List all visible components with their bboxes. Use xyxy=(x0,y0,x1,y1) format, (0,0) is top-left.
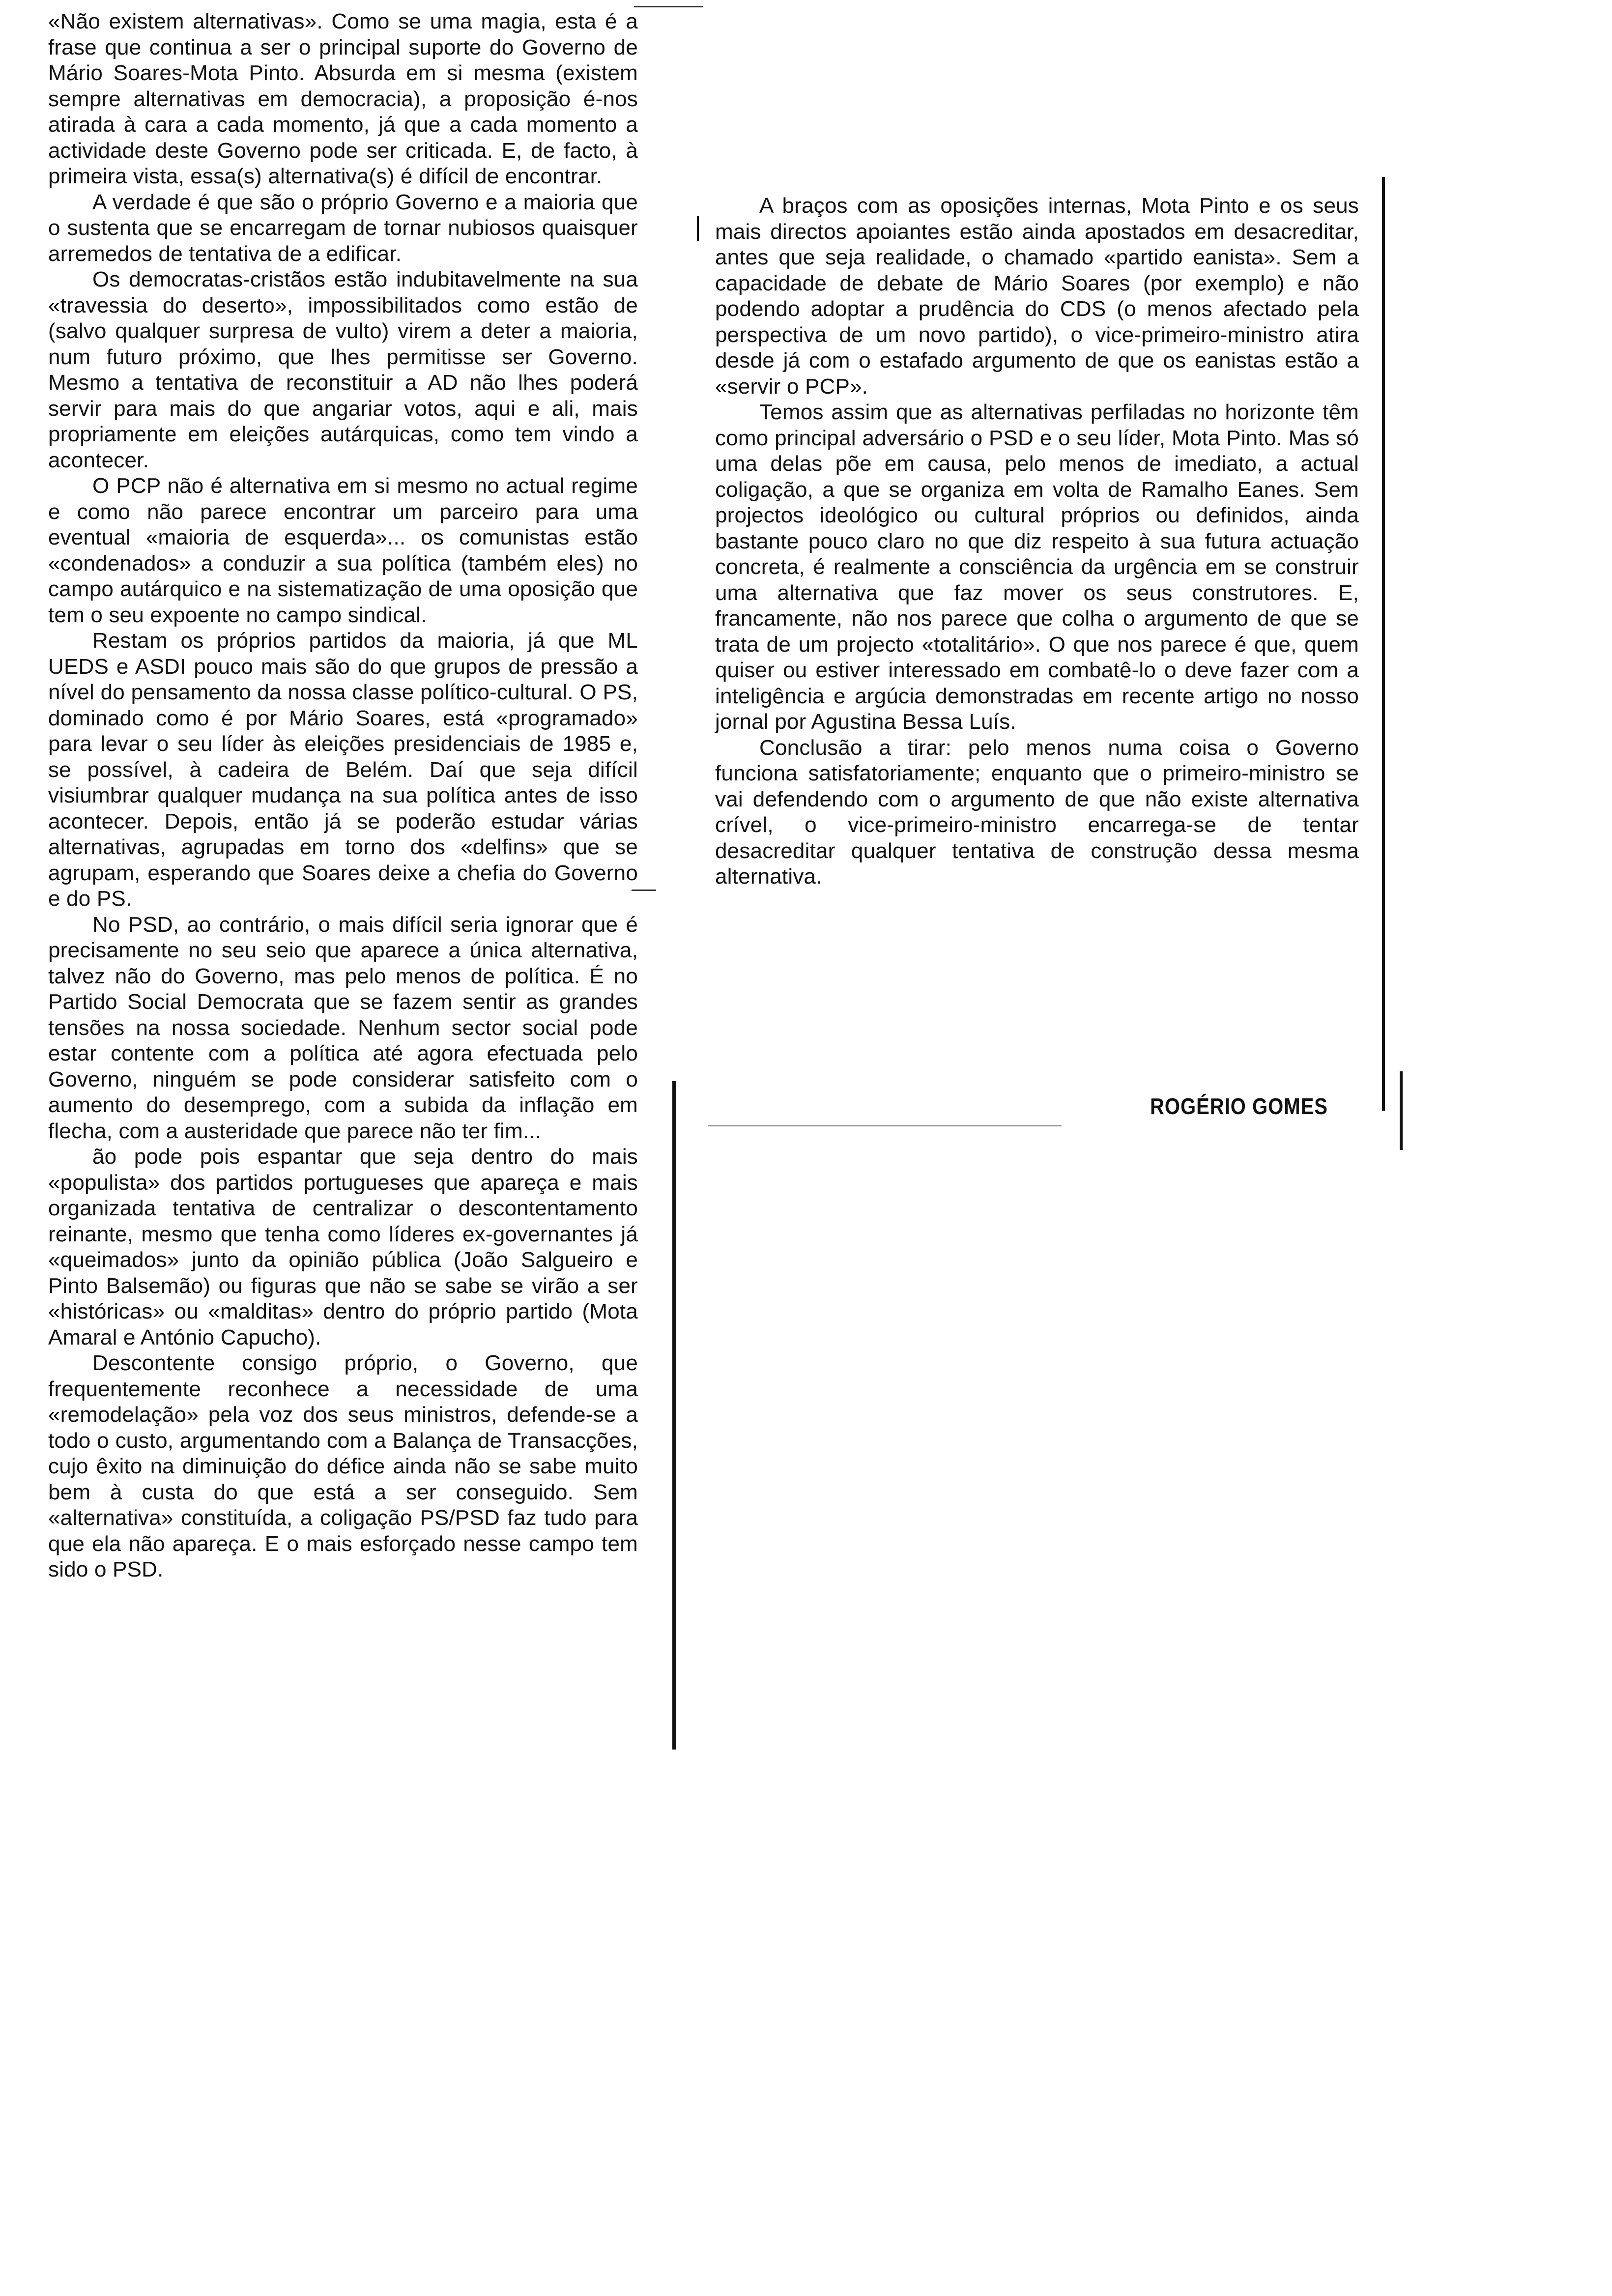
paragraph: ão pode pois espantar que seja dentro do mais «populista» dos partidos portugueses que apareça e mais organizada tentativa de centralizar o descontentamento reinante, mesmo que tenha como líderes ex-governantes já «queimados» junto da opinião pública (João Salgueiro e Pinto Balsemão) ou figuras que não se sabe se virão a ser «históricas» ou «malditas» dentro do próprio partido (Mota Amaral e António Capucho). xyxy=(48,1145,638,1349)
author-signature: ROGÉRIO GOMES xyxy=(1150,1094,1328,1119)
paragraph: Conclusão a tirar: pelo menos numa coisa o Governo funciona satisfatoriamente; enquanto que o primeiro-ministro se vai defendendo com o argumento de que não existe alternativa crível, o vice-primeiro-ministro encarrega-se de tentar desacreditar qualquer tentativa de construção dessa mesma alternativa. xyxy=(715,735,1359,889)
article-right-column xyxy=(715,193,1359,890)
paragraph: A braços com as oposições internas, Mota Pinto e os seus mais directos apoiantes estão ainda apostados em desacreditar, antes que seja realidade, o chamado «partido eanista». Sem a capacidade de debate de Mário Soares (por exemplo) e não podendo adoptar a prudência do CDS (o menos afectado pela perspectiva de um novo partido), o vice-primeiro-ministro atira desde já com o estafado argumento de que os eanistas estão a «servir o PCP». xyxy=(715,194,1359,399)
paragraph: Temos assim que as alternativas perfiladas no horizonte têm como principal adversário o PSD e o seu líder, Mota Pinto. Mas só uma delas põe em causa, pelo menos de imediato, a actual coligação, a que se organiza em volta de Ramalho Eanes. Sem projectos ideológico ou cultural próprios ou definidos, ainda bastante pouco claro no que diz respeito à sua futura actuação concreta, é realmente a consciência da urgência em se construir uma alternativa que faz mover os seus construtores. E, francamente, não nos parece que colha o argumento de que se trata de um projecto «totalitário». O que nos parece é que, quem quiser ou estiver interessado em combatê-lo o deve fazer com a inteligência e argúcia demonstradas em recente artigo no nosso jornal por Agustina Bessa Luís. xyxy=(715,400,1359,734)
scan-artifact-bottom xyxy=(708,1125,1062,1126)
paragraph: A verdade é que são o próprio Governo e a maioria que o sustenta que se encarregam de tornar nubiosos quaisquer arremedos de tentativa de a edificar. xyxy=(48,190,638,266)
paragraph: No PSD, ao contrário, o mais difícil seria ignorar que é precisamente no seu seio que aparece a única alternativa, talvez não do Governo, mas pelo menos de política. É no Partido Social Democrata que se fazem sentir as grandes tensões na nossa sociedade. Nenhum sector social pode estar contente com a política até agora efectuada pelo Governo, ninguém se pode considerar satisfeito com o aumento do desemprego, com a subida da inflação em flecha, com a austeridade que parece não ter fim... xyxy=(48,912,638,1143)
paragraph: Descontente consigo próprio, o Governo, que frequentemente reconhece a necessidade de uma «remodelação» pela voz dos seus ministros, defende-se a todo o custo, argumentando com a Balança de Transacções, cujo êxito na diminuição do défice ainda não se sabe muito bem à custa do que está a ser conseguido. Sem «alternativa» constituída, a coligação PS/PSD faz tudo para que ela não apareça. E o mais esforçado nesse campo tem sido o PSD. xyxy=(48,1351,638,1581)
paragraph: Os democratas-cristãos estão indubitavelmente na sua «travessia do deserto», impossibilitados como estão de (salvo qualquer surpresa de vulto) virem a deter a maioria, num futuro próximo, que lhes permitisse ser Governo. Mesmo a tentativa de reconstituir a AD não lhes poderá servir para mais do que angariar votos, aqui e ali, mais propriamente em eleições autárquicas, como tem vindo a acontecer. xyxy=(48,267,638,472)
scan-artifact-top xyxy=(634,6,703,7)
column-mark-top xyxy=(697,216,699,241)
column-rule-right-end xyxy=(1400,1071,1403,1150)
article-left-column xyxy=(48,9,638,1583)
paragraph: O PCP não é alternativa em si mesmo no actual regime e como não parece encontrar um parceiro para uma eventual «maioria de esquerda»... os comunistas estão «condenados» a conduzir a sua política (também eles) no campo autárquico e na sistematização de uma oposição que tem o seu expoente no campo sindical. xyxy=(48,474,638,627)
column-rule-left xyxy=(672,1081,676,1750)
scan-artifact-left xyxy=(632,890,656,891)
paragraph: «Não existem alternativas». Como se uma magia, esta é a frase que continua a ser o principal suporte do Governo de Mário Soares-Mota Pinto. Absurda em si mesma (existem sempre alternativas em democracia), a proposição é-nos atirada à cara a cada momento, já que a cada momento a actividade deste Governo pode ser criticada. E, de facto, à primeira vista, essa(s) alternativa(s) é difícil de encontrar. xyxy=(48,9,638,188)
paragraph: Restam os próprios partidos da maioria, já que ML UEDS e ASDI pouco mais são do que grupos de pressão a nível do pensamento da nossa classe político-cultural. O PS, dominado como é por Mário Soares, está «programado» para levar o seu líder às eleições presidenciais de 1985 e, se possível, à cadeira de Belém. Daí que seja difícil visiumbrar qualquer mudança na sua política antes de isso acontecer. Depois, então já se poderão estudar várias alternativas, agrupadas em torno dos «delfins» que se agrupam, esperando que Soares deixe a chefia do Governo e do PS. xyxy=(48,629,638,911)
column-rule-right xyxy=(1382,177,1385,1111)
